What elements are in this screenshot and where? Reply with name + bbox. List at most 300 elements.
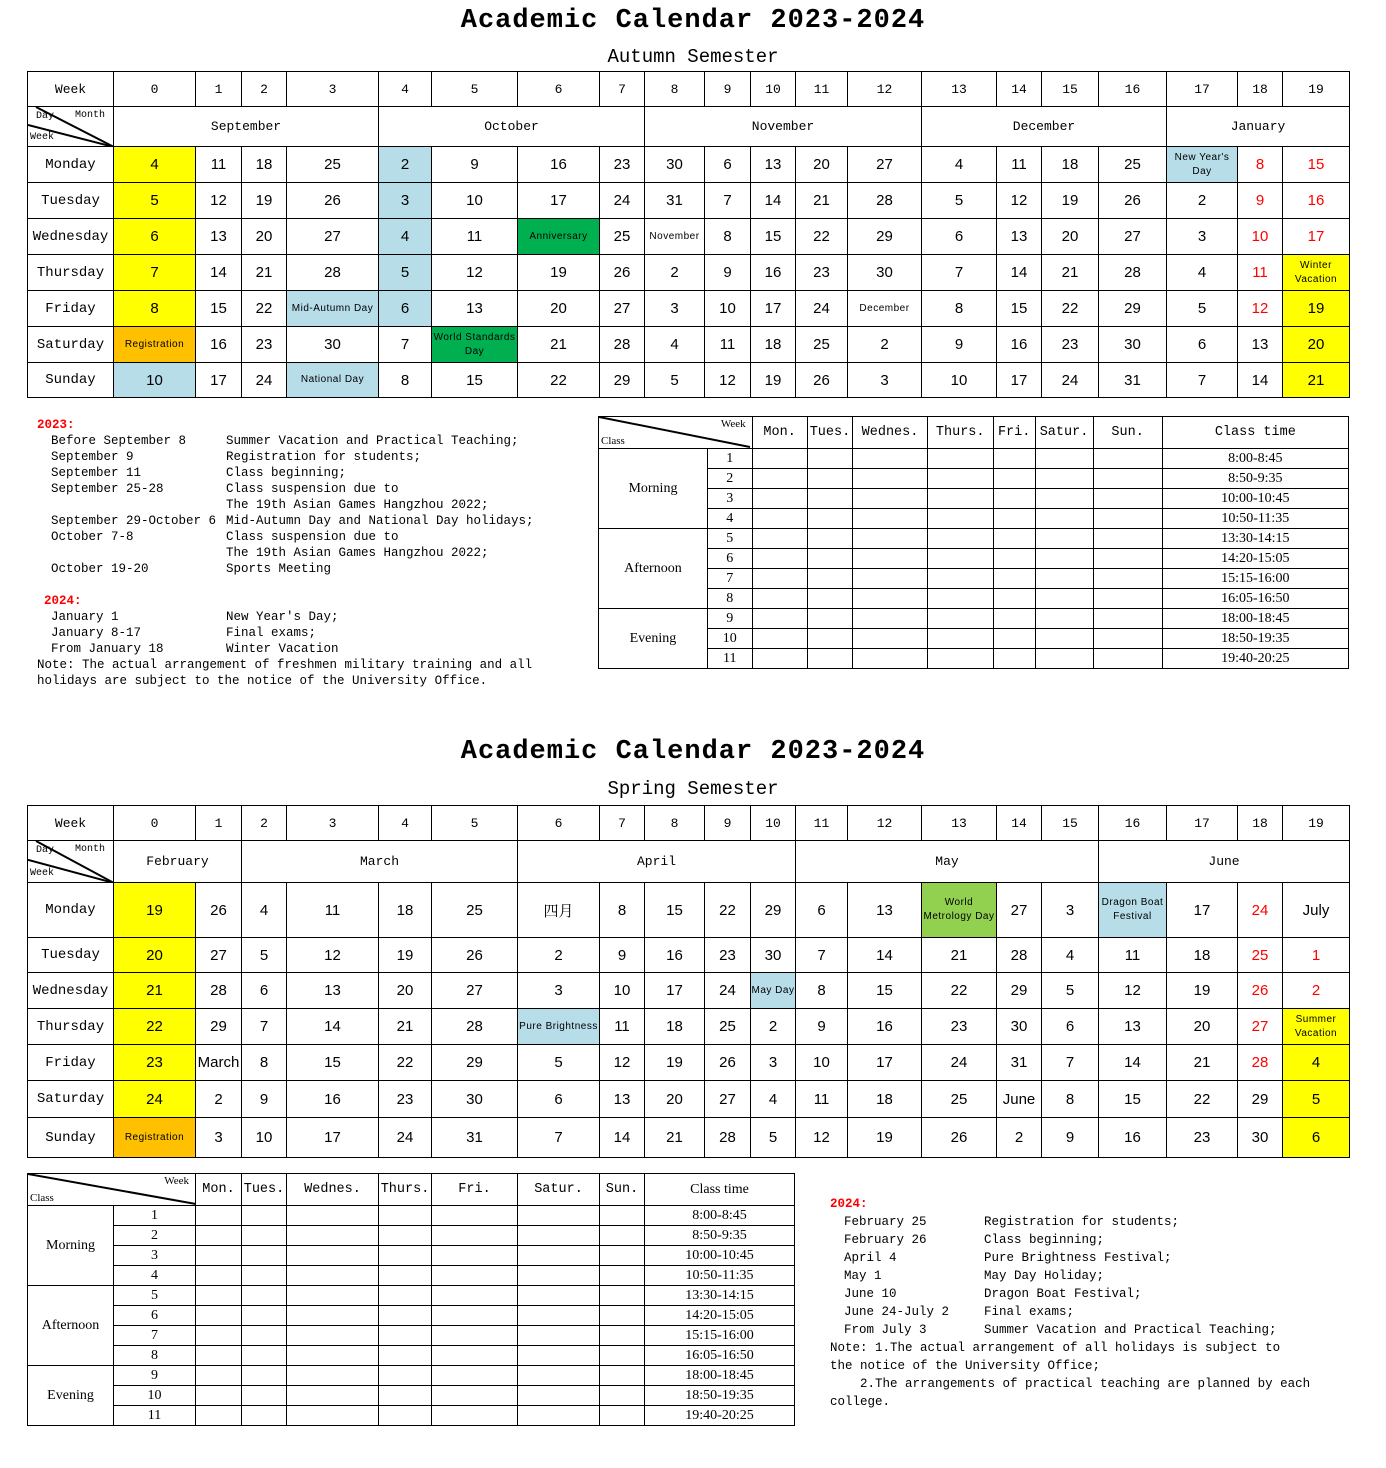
date-cell: 28: [196, 973, 242, 1009]
date-cell: 14: [751, 183, 796, 219]
schedule-empty-cell[interactable]: [196, 1366, 242, 1386]
note-event: Dragon Boat Festival;: [984, 1287, 1142, 1301]
schedule-empty-cell[interactable]: [1093, 549, 1162, 569]
date-cell: 8: [796, 973, 848, 1009]
schedule-day-header: Sun.: [1093, 417, 1162, 449]
schedule-empty-cell[interactable]: [1035, 469, 1093, 489]
diag-month-label: Month: [74, 844, 105, 855]
class-time-cell: 14:20-15:05: [645, 1306, 795, 1326]
schedule-empty-cell[interactable]: [196, 1246, 242, 1266]
schedule-empty-cell[interactable]: [807, 549, 853, 569]
schedule-empty-cell[interactable]: [379, 1226, 432, 1246]
date-cell: 9: [1042, 1118, 1099, 1158]
month-header-cell: October: [379, 107, 645, 147]
schedule-empty-cell[interactable]: [242, 1366, 287, 1386]
date-cell: 21: [518, 327, 600, 363]
date-cell: 4: [242, 883, 287, 938]
schedule-empty-cell[interactable]: [196, 1206, 242, 1226]
schedule-class-label: Class: [30, 1192, 54, 1204]
schedule-empty-cell[interactable]: [600, 1346, 645, 1366]
date-cell: 20: [242, 219, 287, 255]
schedule-empty-cell[interactable]: [853, 629, 927, 649]
date-cell: 24: [705, 973, 751, 1009]
schedule-empty-cell[interactable]: [242, 1346, 287, 1366]
schedule-empty-cell[interactable]: [196, 1346, 242, 1366]
schedule-empty-cell[interactable]: [432, 1346, 518, 1366]
week-number-cell: 16: [1099, 806, 1167, 841]
schedule-empty-cell[interactable]: [196, 1266, 242, 1286]
schedule-empty-cell[interactable]: [853, 609, 927, 629]
schedule-empty-cell[interactable]: [600, 1266, 645, 1286]
week-number-cell: 4: [379, 806, 432, 841]
date-cell: 6: [705, 147, 751, 183]
date-cell: World Standards Day: [432, 327, 518, 363]
week-number-cell: 15: [1042, 72, 1099, 107]
schedule-empty-cell[interactable]: [1035, 649, 1093, 669]
schedule-empty-cell[interactable]: [752, 649, 807, 669]
schedule-empty-cell[interactable]: [1035, 549, 1093, 569]
schedule-empty-cell[interactable]: [807, 529, 853, 549]
date-cell: 2: [379, 147, 432, 183]
schedule-header-row: [28, 1174, 795, 1206]
schedule-empty-cell[interactable]: [927, 629, 993, 649]
date-cell: 17: [848, 1045, 922, 1081]
date-cell: 18: [645, 1009, 705, 1045]
date-cell: 15: [196, 291, 242, 327]
schedule-empty-cell[interactable]: [1035, 569, 1093, 589]
date-cell: 22: [518, 363, 600, 398]
schedule-empty-cell[interactable]: [927, 609, 993, 629]
schedule-empty-cell[interactable]: [752, 609, 807, 629]
note-date: September 25-28: [51, 482, 164, 496]
date-cell: 四月: [518, 883, 600, 938]
schedule-empty-cell[interactable]: [432, 1266, 518, 1286]
schedule-empty-cell[interactable]: [287, 1266, 379, 1286]
schedule-empty-cell[interactable]: [752, 549, 807, 569]
schedule-empty-cell[interactable]: [518, 1346, 600, 1366]
schedule-empty-cell[interactable]: [600, 1406, 645, 1426]
date-cell: 5: [645, 363, 705, 398]
schedule-empty-cell[interactable]: [379, 1246, 432, 1266]
date-cell: 20: [1042, 219, 1099, 255]
schedule-empty-cell[interactable]: [853, 569, 927, 589]
date-cell: 11: [997, 147, 1042, 183]
date-cell: 9: [432, 147, 518, 183]
schedule-empty-cell[interactable]: [1035, 609, 1093, 629]
date-cell: 26: [196, 883, 242, 938]
schedule-empty-cell[interactable]: [1035, 529, 1093, 549]
note-date: January 8-17: [51, 626, 142, 640]
date-cell: May Day: [751, 973, 796, 1009]
schedule-empty-cell[interactable]: [432, 1226, 518, 1246]
schedule-empty-cell[interactable]: [196, 1406, 242, 1426]
schedule-empty-cell[interactable]: [853, 509, 927, 529]
schedule-empty-cell[interactable]: [927, 469, 993, 489]
schedule-empty-cell[interactable]: [927, 529, 993, 549]
date-cell: 7: [379, 327, 432, 363]
note-event: Pure Brightness Festival;: [984, 1251, 1172, 1265]
schedule-empty-cell[interactable]: [927, 589, 993, 609]
schedule-empty-cell[interactable]: [600, 1226, 645, 1246]
schedule-empty-cell[interactable]: [993, 589, 1035, 609]
date-cell: 24: [922, 1045, 997, 1081]
date-cell: 8: [922, 291, 997, 327]
schedule-empty-cell[interactable]: [242, 1266, 287, 1286]
schedule-empty-cell[interactable]: [379, 1326, 432, 1346]
note-date: From July 3: [844, 1323, 927, 1337]
date-cell: 24: [1042, 363, 1099, 398]
schedule-empty-cell[interactable]: [993, 609, 1035, 629]
schedule-empty-cell[interactable]: [1093, 569, 1162, 589]
schedule-empty-cell[interactable]: [807, 609, 853, 629]
schedule-empty-cell[interactable]: [379, 1286, 432, 1306]
schedule-empty-cell[interactable]: [1093, 449, 1162, 469]
date-cell: 10: [600, 973, 645, 1009]
note-line: [37, 449, 534, 465]
schedule-class-label: Class: [601, 435, 625, 447]
schedule-empty-cell[interactable]: [518, 1286, 600, 1306]
schedule-empty-cell[interactable]: [807, 589, 853, 609]
date-cell: 16: [848, 1009, 922, 1045]
schedule-empty-cell[interactable]: [518, 1326, 600, 1346]
date-cell: 26: [705, 1045, 751, 1081]
date-cell: 24: [1238, 883, 1283, 938]
schedule-empty-cell[interactable]: [752, 589, 807, 609]
date-cell: 14: [287, 1009, 379, 1045]
schedule-empty-cell[interactable]: [287, 1226, 379, 1246]
schedule-empty-cell[interactable]: [379, 1206, 432, 1226]
schedule-empty-cell[interactable]: [993, 469, 1035, 489]
schedule-empty-cell[interactable]: [432, 1206, 518, 1226]
schedule-empty-cell[interactable]: [993, 569, 1035, 589]
schedule-empty-cell[interactable]: [993, 529, 1035, 549]
date-cell: 25: [600, 219, 645, 255]
date-cell: 17: [518, 183, 600, 219]
schedule-empty-cell[interactable]: [807, 449, 853, 469]
year-heading-2024: 2024:: [830, 1197, 868, 1211]
schedule-empty-cell[interactable]: [518, 1406, 600, 1426]
date-cell: 8: [600, 883, 645, 938]
schedule-empty-cell[interactable]: [287, 1326, 379, 1346]
schedule-empty-cell[interactable]: [432, 1246, 518, 1266]
date-cell: 10: [114, 363, 196, 398]
date-cell: 8: [1042, 1081, 1099, 1118]
schedule-empty-cell[interactable]: [993, 549, 1035, 569]
schedule-empty-cell[interactable]: [853, 649, 927, 669]
schedule-empty-cell[interactable]: [600, 1206, 645, 1226]
schedule-empty-cell[interactable]: [993, 489, 1035, 509]
schedule-empty-cell[interactable]: [196, 1326, 242, 1346]
class-time-cell: 18:50-19:35: [645, 1386, 795, 1406]
schedule-row: [599, 549, 1349, 569]
schedule-empty-cell[interactable]: [379, 1266, 432, 1286]
period-label-cell: Evening: [28, 1366, 114, 1426]
schedule-empty-cell[interactable]: [807, 649, 853, 669]
schedule-empty-cell[interactable]: [518, 1366, 600, 1386]
schedule-empty-cell[interactable]: [242, 1406, 287, 1426]
week-number-cell: 9: [705, 806, 751, 841]
date-cell: 20: [645, 1081, 705, 1118]
class-time-cell: 18:00-18:45: [645, 1366, 795, 1386]
schedule-empty-cell[interactable]: [1093, 629, 1162, 649]
date-cell: 30: [997, 1009, 1042, 1045]
date-cell: 27: [1099, 219, 1167, 255]
date-cell: 19: [242, 183, 287, 219]
schedule-empty-cell[interactable]: [927, 509, 993, 529]
date-cell: 17: [287, 1118, 379, 1158]
schedule-empty-cell[interactable]: [927, 449, 993, 469]
schedule-empty-cell[interactable]: [518, 1306, 600, 1326]
day-name-cell: Monday: [28, 147, 114, 183]
date-cell: World Metrology Day: [922, 883, 997, 938]
schedule-empty-cell[interactable]: [807, 569, 853, 589]
schedule-empty-cell[interactable]: [752, 449, 807, 469]
spring-class-schedule: [27, 1173, 795, 1426]
schedule-empty-cell[interactable]: [807, 629, 853, 649]
schedule-empty-cell[interactable]: [379, 1386, 432, 1406]
schedule-empty-cell[interactable]: [927, 549, 993, 569]
date-cell: 2: [518, 938, 600, 973]
day-name-cell: Monday: [28, 883, 114, 938]
schedule-empty-cell[interactable]: [287, 1306, 379, 1326]
schedule-empty-cell[interactable]: [1035, 489, 1093, 509]
schedule-empty-cell[interactable]: [379, 1306, 432, 1326]
schedule-empty-cell[interactable]: [379, 1406, 432, 1426]
schedule-empty-cell[interactable]: [752, 469, 807, 489]
schedule-empty-cell[interactable]: [1093, 589, 1162, 609]
date-cell: 21: [1167, 1045, 1238, 1081]
schedule-empty-cell[interactable]: [196, 1226, 242, 1246]
date-cell: 15: [645, 883, 705, 938]
class-time-cell: 16:05-16:50: [645, 1346, 795, 1366]
date-cell: 28: [1099, 255, 1167, 291]
schedule-empty-cell[interactable]: [287, 1246, 379, 1266]
note-date: September 29-October 6: [51, 514, 217, 528]
schedule-empty-cell[interactable]: [242, 1386, 287, 1406]
date-cell: 14: [196, 255, 242, 291]
schedule-empty-cell[interactable]: [1035, 589, 1093, 609]
date-cell: 29: [751, 883, 796, 938]
schedule-empty-cell[interactable]: [600, 1326, 645, 1346]
schedule-empty-cell[interactable]: [242, 1326, 287, 1346]
schedule-empty-cell[interactable]: [1035, 509, 1093, 529]
schedule-empty-cell[interactable]: [752, 529, 807, 549]
schedule-empty-cell[interactable]: [287, 1366, 379, 1386]
schedule-empty-cell[interactable]: [242, 1306, 287, 1326]
note-date: October 7-8: [51, 530, 134, 544]
schedule-empty-cell[interactable]: [287, 1386, 379, 1406]
schedule-empty-cell[interactable]: [379, 1366, 432, 1386]
date-cell: 6: [242, 973, 287, 1009]
schedule-empty-cell[interactable]: [1093, 469, 1162, 489]
date-cell: 23: [922, 1009, 997, 1045]
schedule-empty-cell[interactable]: [242, 1226, 287, 1246]
date-cell: 18: [751, 327, 796, 363]
schedule-empty-cell[interactable]: [432, 1326, 518, 1346]
date-cell: 12: [796, 1118, 848, 1158]
date-cell: 24: [379, 1118, 432, 1158]
class-time-cell: 13:30-14:15: [1162, 529, 1348, 549]
date-cell: 5: [751, 1118, 796, 1158]
schedule-empty-cell[interactable]: [432, 1406, 518, 1426]
slot-number-cell: 10: [114, 1386, 196, 1406]
schedule-empty-cell[interactable]: [853, 489, 927, 509]
week-number-cell: 2: [242, 72, 287, 107]
date-cell: 7: [922, 255, 997, 291]
schedule-day-header: Satur.: [518, 1174, 600, 1206]
schedule-empty-cell[interactable]: [518, 1266, 600, 1286]
schedule-empty-cell[interactable]: [1093, 509, 1162, 529]
month-header-cell: January: [1167, 107, 1350, 147]
date-cell: 14: [600, 1118, 645, 1158]
schedule-empty-cell[interactable]: [807, 469, 853, 489]
date-cell: 9: [242, 1081, 287, 1118]
date-cell: 15: [848, 973, 922, 1009]
slot-number-cell: 9: [707, 609, 752, 629]
week-number-cell: 0: [114, 72, 196, 107]
date-cell: 19: [1042, 183, 1099, 219]
schedule-empty-cell[interactable]: [853, 469, 927, 489]
schedule-empty-cell[interactable]: [287, 1406, 379, 1426]
date-cell: 7: [242, 1009, 287, 1045]
schedule-empty-cell[interactable]: [853, 549, 927, 569]
schedule-empty-cell[interactable]: [600, 1246, 645, 1266]
schedule-empty-cell[interactable]: [287, 1286, 379, 1306]
schedule-empty-cell[interactable]: [752, 569, 807, 589]
schedule-empty-cell[interactable]: [242, 1206, 287, 1226]
note-line: [830, 1213, 1310, 1231]
class-time-cell: 16:05-16:50: [1162, 589, 1348, 609]
date-cell: March: [196, 1045, 242, 1081]
schedule-empty-cell[interactable]: [1093, 609, 1162, 629]
date-cell: 30: [1099, 327, 1167, 363]
date-cell: 21: [1042, 255, 1099, 291]
schedule-empty-cell[interactable]: [1035, 449, 1093, 469]
date-cell: 21: [922, 938, 997, 973]
schedule-empty-cell[interactable]: [993, 509, 1035, 529]
date-cell: 6: [1042, 1009, 1099, 1045]
week-number-cell: 5: [432, 72, 518, 107]
schedule-empty-cell[interactable]: [993, 449, 1035, 469]
date-cell: 10: [922, 363, 997, 398]
schedule-empty-cell[interactable]: [927, 489, 993, 509]
schedule-empty-cell[interactable]: [752, 509, 807, 529]
schedule-empty-cell[interactable]: [752, 629, 807, 649]
date-cell: 3: [848, 363, 922, 398]
date-cell: 16: [196, 327, 242, 363]
day-row: [28, 327, 1350, 363]
date-cell: 30: [848, 255, 922, 291]
schedule-empty-cell[interactable]: [600, 1286, 645, 1306]
week-number-cell: 14: [997, 806, 1042, 841]
schedule-empty-cell[interactable]: [518, 1246, 600, 1266]
schedule-empty-cell[interactable]: [287, 1206, 379, 1226]
day-row: [28, 1118, 1350, 1158]
slot-number-cell: 1: [707, 449, 752, 469]
date-cell: 23: [1167, 1118, 1238, 1158]
schedule-empty-cell[interactable]: [927, 649, 993, 669]
schedule-empty-cell[interactable]: [993, 649, 1035, 669]
date-cell: 16: [1283, 183, 1350, 219]
schedule-empty-cell[interactable]: [1093, 649, 1162, 669]
day-row: [28, 938, 1350, 973]
schedule-empty-cell[interactable]: [927, 569, 993, 589]
schedule-empty-cell[interactable]: [752, 489, 807, 509]
date-cell: December: [848, 291, 922, 327]
schedule-empty-cell[interactable]: [1093, 529, 1162, 549]
date-cell: 28: [287, 255, 379, 291]
schedule-empty-cell[interactable]: [287, 1346, 379, 1366]
note-line: [830, 1249, 1310, 1267]
date-cell: 28: [432, 1009, 518, 1045]
schedule-empty-cell[interactable]: [853, 529, 927, 549]
schedule-empty-cell[interactable]: [518, 1206, 600, 1226]
date-cell: 13: [751, 147, 796, 183]
note-line: [37, 497, 534, 513]
schedule-row: [599, 509, 1349, 529]
schedule-empty-cell[interactable]: [853, 589, 927, 609]
schedule-empty-cell[interactable]: [853, 449, 927, 469]
schedule-empty-cell[interactable]: [518, 1386, 600, 1406]
schedule-empty-cell[interactable]: [196, 1286, 242, 1306]
schedule-row: [28, 1306, 795, 1326]
schedule-empty-cell[interactable]: [600, 1306, 645, 1326]
day-row: [28, 1045, 1350, 1081]
schedule-row: [599, 649, 1349, 669]
schedule-empty-cell[interactable]: [432, 1386, 518, 1406]
schedule-empty-cell[interactable]: [432, 1286, 518, 1306]
schedule-empty-cell[interactable]: [807, 509, 853, 529]
schedule-empty-cell[interactable]: [196, 1306, 242, 1326]
date-cell: 4: [379, 219, 432, 255]
schedule-empty-cell[interactable]: [242, 1246, 287, 1266]
schedule-empty-cell[interactable]: [807, 489, 853, 509]
schedule-empty-cell[interactable]: [518, 1226, 600, 1246]
date-cell: 11: [1238, 255, 1283, 291]
date-cell: 11: [600, 1009, 645, 1045]
schedule-empty-cell[interactable]: [379, 1346, 432, 1366]
date-cell: 29: [997, 973, 1042, 1009]
schedule-empty-cell[interactable]: [600, 1366, 645, 1386]
month-header-cell: March: [242, 841, 518, 883]
week-number-cell: 7: [600, 72, 645, 107]
date-cell: 3: [751, 1045, 796, 1081]
schedule-empty-cell[interactable]: [1093, 489, 1162, 509]
schedule-empty-cell[interactable]: [993, 629, 1035, 649]
note-text: Note: The actual arrangement of freshmen military training and all: [37, 658, 533, 672]
week-number-cell: 19: [1283, 72, 1350, 107]
schedule-empty-cell[interactable]: [432, 1366, 518, 1386]
schedule-empty-cell[interactable]: [242, 1286, 287, 1306]
slot-number-cell: 4: [114, 1266, 196, 1286]
date-cell: 16: [1099, 1118, 1167, 1158]
schedule-empty-cell[interactable]: [600, 1386, 645, 1406]
schedule-row: [599, 629, 1349, 649]
date-cell: 12: [997, 183, 1042, 219]
slot-number-cell: 2: [707, 469, 752, 489]
date-cell: 21: [796, 183, 848, 219]
date-cell: 27: [432, 973, 518, 1009]
schedule-empty-cell[interactable]: [1035, 629, 1093, 649]
schedule-empty-cell[interactable]: [196, 1386, 242, 1406]
note-date: October 19-20: [51, 562, 149, 576]
date-cell: 27: [1238, 1009, 1283, 1045]
date-cell: 28: [1238, 1045, 1283, 1081]
slot-number-cell: 6: [707, 549, 752, 569]
date-cell: 4: [751, 1081, 796, 1118]
schedule-empty-cell[interactable]: [432, 1306, 518, 1326]
note-line: [37, 609, 534, 625]
